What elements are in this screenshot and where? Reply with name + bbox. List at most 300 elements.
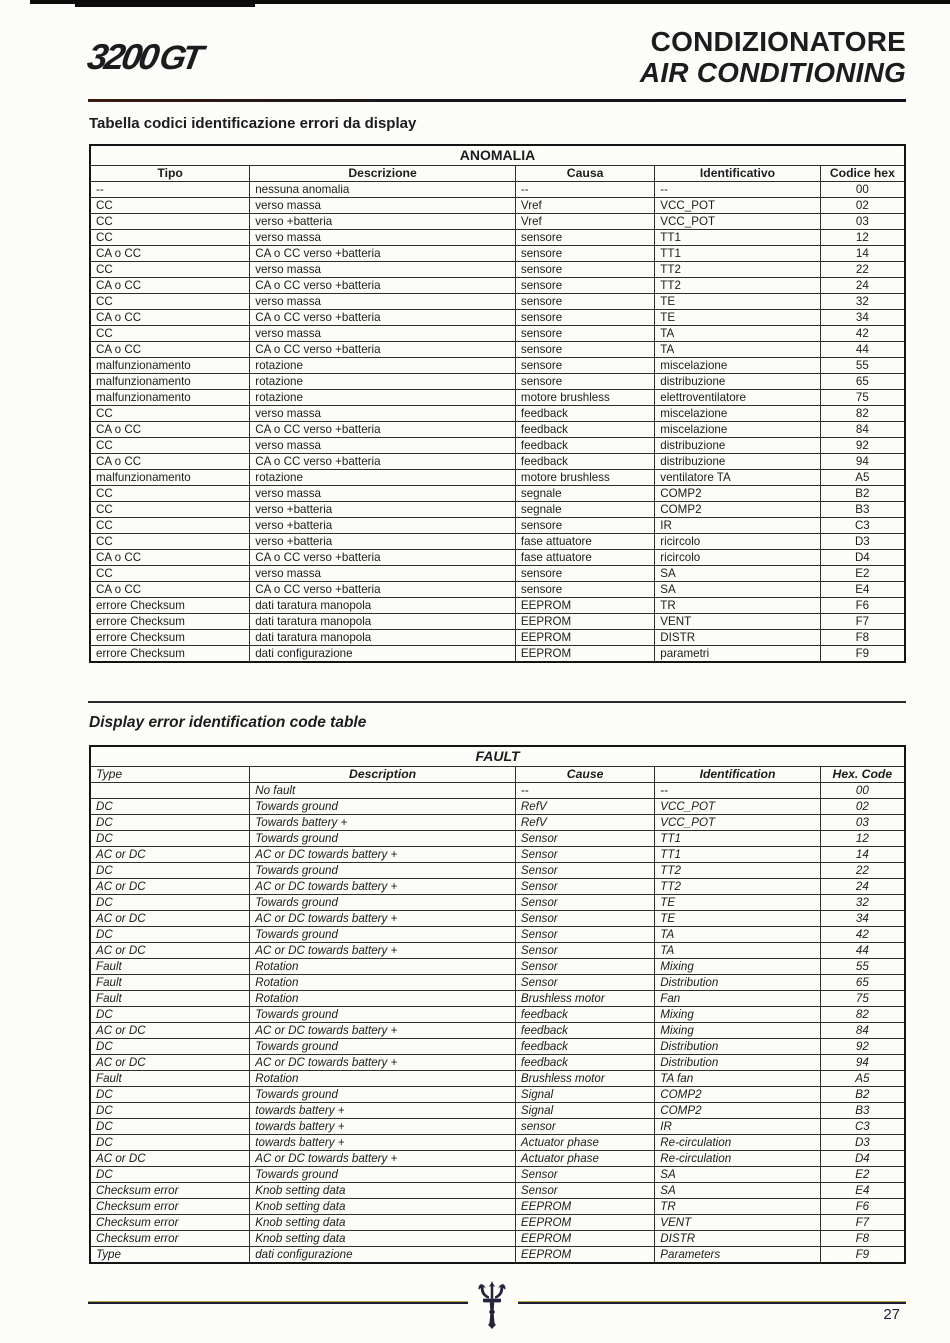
table-cell: CA o CC verso +batteria: [250, 278, 516, 294]
table-row: [90, 879, 905, 895]
table-cell: feedback: [515, 406, 654, 422]
table-cell: CA o CC verso +batteria: [250, 342, 516, 358]
table-cell: AC or DC towards battery +: [250, 943, 516, 959]
table-cell: F8: [820, 630, 905, 646]
table-cell: towards battery +: [250, 1103, 516, 1119]
table-cell: Brushless motor: [515, 991, 654, 1007]
table-cell: CC: [90, 486, 250, 502]
table-cell: TT1: [655, 230, 820, 246]
table-row: [90, 1119, 905, 1135]
table-cell: verso massa: [250, 566, 516, 582]
table-cell: TA: [655, 943, 820, 959]
table-cell: VENT: [655, 614, 820, 630]
table-cell: feedback: [515, 1007, 654, 1023]
table-cell: E2: [820, 566, 905, 582]
table-cell: DC: [90, 831, 250, 847]
table-cell: feedback: [515, 422, 654, 438]
table-cell: A5: [820, 470, 905, 486]
table-row: [90, 502, 905, 518]
scan-top-edge-mark: [75, 0, 255, 7]
table-cell: feedback: [515, 1055, 654, 1071]
table-cell: verso massa: [250, 262, 516, 278]
table-cell: 44: [820, 943, 905, 959]
footer-rule-right: [518, 1301, 906, 1304]
table-cell: CC: [90, 438, 250, 454]
table-row: [90, 799, 905, 815]
table-cell: CC: [90, 406, 250, 422]
table-row: [90, 863, 905, 879]
table-row: [90, 847, 905, 863]
column-header-identification: Identification: [655, 767, 820, 783]
table-cell: Fault: [90, 991, 250, 1007]
table-cell: CA o CC: [90, 550, 250, 566]
table-cell: verso massa: [250, 294, 516, 310]
table-cell: A5: [820, 1071, 905, 1087]
table-cell: 42: [820, 927, 905, 943]
table-cell: sensore: [515, 374, 654, 390]
table-cell: E4: [820, 582, 905, 598]
table-cell: sensore: [515, 342, 654, 358]
table-cell: TA: [655, 927, 820, 943]
table-cell: 94: [820, 1055, 905, 1071]
table-row: [90, 1055, 905, 1071]
header-divider-rule: [88, 99, 906, 102]
table-cell: 00: [820, 182, 905, 198]
table-cell: Vref: [515, 198, 654, 214]
table-cell: segnale: [515, 502, 654, 518]
table-cell: Mixing: [655, 1007, 820, 1023]
table-cell: DC: [90, 815, 250, 831]
table-cell: errore Checksum: [90, 630, 250, 646]
section-divider-rule: [88, 701, 906, 703]
column-header-codice-hex: Codice hex: [820, 166, 905, 182]
table-cell: F7: [820, 1215, 905, 1231]
table-cell: CC: [90, 502, 250, 518]
table-row: [90, 198, 905, 214]
table-cell: Vref: [515, 214, 654, 230]
table-cell: Rotation: [250, 991, 516, 1007]
table-row: [90, 230, 905, 246]
table-cell: distribuzione: [655, 438, 820, 454]
footer-rule-left: [88, 1301, 468, 1304]
table-cell: COMP2: [655, 1103, 820, 1119]
table-cell: DC: [90, 895, 250, 911]
table-cell: 92: [820, 438, 905, 454]
table-row: [90, 1087, 905, 1103]
table-cell: Fan: [655, 991, 820, 1007]
maserati-trident-icon: [474, 1281, 510, 1329]
table-cell: Fault: [90, 959, 250, 975]
table-cell: sensore: [515, 294, 654, 310]
table-cell: AC or DC: [90, 1151, 250, 1167]
table-cell: 12: [820, 230, 905, 246]
table-cell: AC or DC towards battery +: [250, 911, 516, 927]
table-cell: TE: [655, 911, 820, 927]
table-row: [90, 390, 905, 406]
table-cell: EEPROM: [515, 1231, 654, 1247]
table-cell: EEPROM: [515, 1199, 654, 1215]
table-cell: verso +batteria: [250, 502, 516, 518]
table-cell: --: [655, 783, 820, 799]
table-cell: motore brushless: [515, 390, 654, 406]
table-cell: 84: [820, 422, 905, 438]
table-cell: sensore: [515, 246, 654, 262]
table-cell: Sensor: [515, 895, 654, 911]
table-row: [90, 582, 905, 598]
table-cell: VCC_POT: [655, 815, 820, 831]
table-cell: sensor: [515, 1119, 654, 1135]
table-cell: TT1: [655, 847, 820, 863]
table-cell: DC: [90, 1007, 250, 1023]
table-cell: ventilatore TA: [655, 470, 820, 486]
table-cell: Checksum error: [90, 1215, 250, 1231]
table-cell: Sensor: [515, 1167, 654, 1183]
table-cell: Distribution: [655, 1039, 820, 1055]
table-row: [90, 294, 905, 310]
table-row: [90, 1247, 905, 1264]
table-cell: Sensor: [515, 927, 654, 943]
anomalia-table: [89, 144, 906, 663]
table-cell: CC: [90, 534, 250, 550]
anomalia-table-body: [90, 182, 905, 663]
table-row: [90, 438, 905, 454]
table-cell: Sensor: [515, 911, 654, 927]
column-header-descrizione: Descrizione: [250, 166, 516, 182]
table-cell: verso massa: [250, 438, 516, 454]
table-cell: DC: [90, 1039, 250, 1055]
table-cell: B3: [820, 1103, 905, 1119]
table-cell: AC or DC towards battery +: [250, 1023, 516, 1039]
table-cell: CA o CC verso +batteria: [250, 310, 516, 326]
table-cell: dati taratura manopola: [250, 598, 516, 614]
table-cell: dati taratura manopola: [250, 614, 516, 630]
table-cell: sensore: [515, 326, 654, 342]
table-cell: TT2: [655, 863, 820, 879]
table-cell: TT1: [655, 246, 820, 262]
table-cell: verso massa: [250, 406, 516, 422]
table-cell: towards battery +: [250, 1135, 516, 1151]
table-cell: AC or DC: [90, 879, 250, 895]
table-row: [90, 614, 905, 630]
table-cell: AC or DC towards battery +: [250, 1055, 516, 1071]
table-cell: IR: [655, 518, 820, 534]
table-cell: Knob setting data: [250, 1215, 516, 1231]
column-header-identificativo: Identificativo: [655, 166, 820, 182]
table-row: [90, 1103, 905, 1119]
table-cell: 14: [820, 246, 905, 262]
table-cell: D3: [820, 534, 905, 550]
table-cell: CA o CC: [90, 246, 250, 262]
table-cell: EEPROM: [515, 598, 654, 614]
table-cell: Mixing: [655, 959, 820, 975]
table-row: [90, 943, 905, 959]
table-row: [90, 1039, 905, 1055]
table-cell: verso massa: [250, 230, 516, 246]
logo-model-text: 3200: [84, 36, 160, 77]
column-header-type: Type: [90, 767, 250, 783]
table-cell: sensore: [515, 278, 654, 294]
table-cell: TA: [655, 326, 820, 342]
table-cell: towards battery +: [250, 1119, 516, 1135]
table-cell: F9: [820, 646, 905, 663]
table-cell: VCC_POT: [655, 198, 820, 214]
fault-table-body: [90, 783, 905, 1264]
table-cell: 94: [820, 454, 905, 470]
table-cell: fase attuatore: [515, 550, 654, 566]
table-row: [90, 783, 905, 799]
table-row: [90, 518, 905, 534]
table-cell: CC: [90, 294, 250, 310]
table-row: [90, 991, 905, 1007]
table-cell: sensore: [515, 582, 654, 598]
table-cell: CA o CC verso +batteria: [250, 454, 516, 470]
table-row: [90, 1007, 905, 1023]
table-cell: DC: [90, 927, 250, 943]
table-row: [90, 374, 905, 390]
table-cell: EEPROM: [515, 1247, 654, 1264]
table-cell: TR: [655, 1199, 820, 1215]
table-row: [90, 831, 905, 847]
table-cell: TT2: [655, 278, 820, 294]
table-cell: RefV: [515, 815, 654, 831]
table-cell: 55: [820, 959, 905, 975]
table-cell: TE: [655, 310, 820, 326]
table-cell: 03: [820, 815, 905, 831]
table-cell: CC: [90, 566, 250, 582]
table-row: [90, 214, 905, 230]
table-cell: distribuzione: [655, 454, 820, 470]
table-cell: TA fan: [655, 1071, 820, 1087]
table-row: [90, 534, 905, 550]
table-cell: Towards ground: [250, 1039, 516, 1055]
section1-title: Tabella codici identificazione errori da display: [89, 115, 417, 132]
table-cell: Sensor: [515, 975, 654, 991]
table-row: [90, 262, 905, 278]
brand-logo-3200gt: [84, 36, 202, 78]
table-cell: COMP2: [655, 486, 820, 502]
table-cell: CA o CC: [90, 310, 250, 326]
page-title-italian: CONDIZIONATORE: [650, 26, 906, 57]
table-cell: Sensor: [515, 879, 654, 895]
table-cell: DISTR: [655, 1231, 820, 1247]
table-row: [90, 406, 905, 422]
table-cell: 75: [820, 390, 905, 406]
page-title-english: AIR CONDITIONING: [639, 57, 906, 88]
table-cell: 24: [820, 278, 905, 294]
table-cell: miscelazione: [655, 406, 820, 422]
table-cell: verso +batteria: [250, 534, 516, 550]
table-cell: Signal: [515, 1087, 654, 1103]
table-cell: 34: [820, 310, 905, 326]
table-cell: AC or DC: [90, 847, 250, 863]
table-cell: malfunzionamento: [90, 374, 250, 390]
table-cell: EEPROM: [515, 630, 654, 646]
table-cell: parametri: [655, 646, 820, 663]
table-cell: Rotation: [250, 959, 516, 975]
table-cell: feedback: [515, 454, 654, 470]
table-cell: Fault: [90, 1071, 250, 1087]
table-cell: 55: [820, 358, 905, 374]
table-cell: Distribution: [655, 1055, 820, 1071]
table-caption-row: [90, 145, 905, 166]
table-cell: DC: [90, 1167, 250, 1183]
table-cell: F6: [820, 598, 905, 614]
table-cell: feedback: [515, 1039, 654, 1055]
table-row: [90, 646, 905, 663]
table-cell: Mixing: [655, 1023, 820, 1039]
table-cell: 65: [820, 975, 905, 991]
table-cell: [90, 783, 250, 799]
table-cell: No fault: [250, 783, 516, 799]
table-cell: Actuator phase: [515, 1151, 654, 1167]
table-cell: Distribution: [655, 975, 820, 991]
table-cell: dati configurazione: [250, 646, 516, 663]
table-cell: B2: [820, 1087, 905, 1103]
table-row: [90, 895, 905, 911]
table-cell: 32: [820, 895, 905, 911]
table-cell: 32: [820, 294, 905, 310]
table-cell: E4: [820, 1183, 905, 1199]
table-cell: SA: [655, 582, 820, 598]
table-row: [90, 1135, 905, 1151]
table-cell: CC: [90, 518, 250, 534]
table-cell: ricircolo: [655, 550, 820, 566]
table-cell: Sensor: [515, 831, 654, 847]
table-cell: CA o CC verso +batteria: [250, 422, 516, 438]
column-header-causa: Causa: [515, 166, 654, 182]
table-cell: rotazione: [250, 470, 516, 486]
table-cell: verso +batteria: [250, 214, 516, 230]
table-cell: Fault: [90, 975, 250, 991]
table-cell: CA o CC: [90, 278, 250, 294]
table-cell: CA o CC: [90, 342, 250, 358]
table-cell: Re-circulation: [655, 1151, 820, 1167]
table-cell: --: [515, 182, 654, 198]
table-cell: malfunzionamento: [90, 470, 250, 486]
table-cell: Parameters: [655, 1247, 820, 1264]
table-cell: AC or DC: [90, 943, 250, 959]
table-cell: VCC_POT: [655, 799, 820, 815]
table-row: [90, 1215, 905, 1231]
table-cell: F7: [820, 614, 905, 630]
table-row: [90, 1199, 905, 1215]
table-cell: 65: [820, 374, 905, 390]
table-row: [90, 975, 905, 991]
table-cell: DC: [90, 863, 250, 879]
table-cell: dati configurazione: [250, 1247, 516, 1264]
table-cell: SA: [655, 1167, 820, 1183]
table-row: [90, 815, 905, 831]
table-cell: AC or DC towards battery +: [250, 879, 516, 895]
table-row: [90, 1167, 905, 1183]
table-cell: F8: [820, 1231, 905, 1247]
table-cell: sensore: [515, 230, 654, 246]
table-cell: Checksum error: [90, 1199, 250, 1215]
table-cell: D3: [820, 1135, 905, 1151]
section2-title: Display error identification code table: [89, 714, 367, 731]
table-cell: SA: [655, 1183, 820, 1199]
table-cell: errore Checksum: [90, 646, 250, 663]
table-cell: CC: [90, 230, 250, 246]
table-cell: 02: [820, 799, 905, 815]
table-cell: 82: [820, 1007, 905, 1023]
table-cell: sensore: [515, 358, 654, 374]
table-cell: --: [655, 182, 820, 198]
table-cell: Sensor: [515, 959, 654, 975]
table-cell: elettroventilatore: [655, 390, 820, 406]
table-cell: Type: [90, 1247, 250, 1264]
table-cell: CA o CC verso +batteria: [250, 582, 516, 598]
table-cell: CC: [90, 198, 250, 214]
table-cell: Towards ground: [250, 831, 516, 847]
table-cell: Towards ground: [250, 1167, 516, 1183]
table-cell: D4: [820, 550, 905, 566]
table-cell: malfunzionamento: [90, 390, 250, 406]
table-cell: Towards ground: [250, 1087, 516, 1103]
table-cell: TT2: [655, 879, 820, 895]
table-cell: Towards ground: [250, 863, 516, 879]
table-cell: DC: [90, 799, 250, 815]
table-cell: 24: [820, 879, 905, 895]
table-cell: TE: [655, 294, 820, 310]
table-cell: Sensor: [515, 1183, 654, 1199]
table-cell: errore Checksum: [90, 614, 250, 630]
table-cell: CA o CC: [90, 454, 250, 470]
table-cell: sensore: [515, 310, 654, 326]
fault-table-caption: FAULT: [90, 746, 905, 767]
table-cell: 14: [820, 847, 905, 863]
table-cell: EEPROM: [515, 646, 654, 663]
table-cell: Knob setting data: [250, 1183, 516, 1199]
table-cell: Towards ground: [250, 895, 516, 911]
table-cell: sensore: [515, 518, 654, 534]
table-row: [90, 550, 905, 566]
table-cell: B2: [820, 486, 905, 502]
column-header-tipo: Tipo: [90, 166, 250, 182]
table-cell: sensore: [515, 262, 654, 278]
table-cell: Sensor: [515, 847, 654, 863]
table-row: [90, 422, 905, 438]
table-cell: verso massa: [250, 486, 516, 502]
table-cell: 02: [820, 198, 905, 214]
table-cell: B3: [820, 502, 905, 518]
table-cell: EEPROM: [515, 614, 654, 630]
table-cell: Towards ground: [250, 1007, 516, 1023]
table-cell: EEPROM: [515, 1215, 654, 1231]
table-cell: Towards battery +: [250, 815, 516, 831]
table-cell: fase attuatore: [515, 534, 654, 550]
table-row: [90, 1231, 905, 1247]
table-cell: errore Checksum: [90, 598, 250, 614]
table-row: [90, 566, 905, 582]
table-cell: AC or DC: [90, 911, 250, 927]
table-cell: Sensor: [515, 863, 654, 879]
table-row: [90, 911, 905, 927]
table-cell: Signal: [515, 1103, 654, 1119]
table-cell: Checksum error: [90, 1183, 250, 1199]
anomalia-table-caption: ANOMALIA: [90, 145, 905, 166]
table-header-row: [90, 166, 905, 182]
table-cell: DC: [90, 1087, 250, 1103]
table-cell: malfunzionamento: [90, 358, 250, 374]
table-cell: 34: [820, 911, 905, 927]
table-cell: AC or DC towards battery +: [250, 1151, 516, 1167]
table-cell: C3: [820, 518, 905, 534]
table-cell: TA: [655, 342, 820, 358]
table-row: [90, 182, 905, 198]
table-cell: CA o CC verso +batteria: [250, 246, 516, 262]
table-cell: Sensor: [515, 943, 654, 959]
